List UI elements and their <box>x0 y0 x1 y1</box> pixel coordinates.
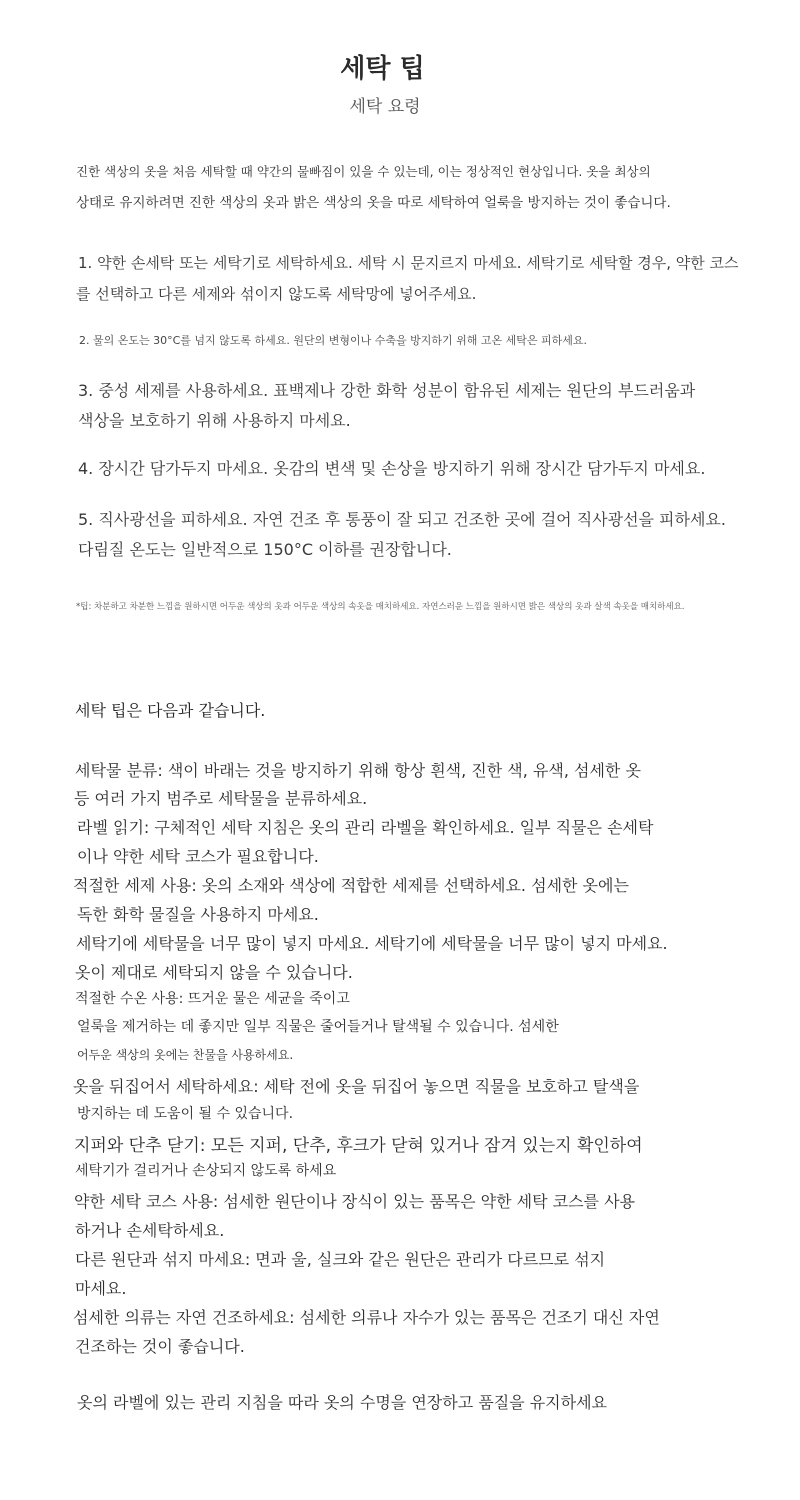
tip-line: 어두운 색상의 옷에는 찬물을 사용하세요. <box>77 1048 294 1062</box>
tip-line: 세탁물 분류: 색이 바래는 것을 방지하기 위해 항상 흰색, 진한 색, 유색, 섬세한 옷 <box>75 761 641 780</box>
tip-line: 하거나 손세탁하세요. <box>75 1221 225 1240</box>
page-subtitle: 세탁 요령 <box>349 97 421 117</box>
tip-line: 마세요. <box>75 1279 127 1298</box>
rule-3-line-1: 3. 중성 세제를 사용하세요. 표백제나 강한 화학 성분이 함유된 세제는 원단의 부드러움과 <box>78 381 696 400</box>
rule-1-line-2: 를 선택하고 다른 세제와 섞이지 않도록 세탁망에 넣어주세요. <box>76 285 477 303</box>
rule-5-line-1: 5. 직사광선을 피하세요. 자연 건조 후 통풍이 잘 되고 건조한 곳에 걸어 직사광선을 피하세요. <box>78 510 726 529</box>
tip-line: 지퍼와 단추 닫기: 모든 지퍼, 단추, 후크가 닫혀 있거나 잠겨 있는지 확인하여 <box>74 1136 643 1156</box>
tip-line: 적절한 수온 사용: 뜨거운 물은 세균을 죽이고 <box>75 991 350 1007</box>
tip-line: 세탁기가 걸리거나 손상되지 않도록 하세요 <box>75 1163 337 1179</box>
tips-heading: 세탁 팁은 다음과 같습니다. <box>75 701 266 720</box>
page-title: 세탁 팁 <box>340 54 425 84</box>
tip-line: 적절한 세제 사용: 옷의 소재와 색상에 적합한 세제를 선택하세요. 섬세한 옷에는 <box>73 876 629 895</box>
rule-5-line-2: 다림질 온도는 일반적으로 150°C 이하를 권장합니다. <box>78 540 452 559</box>
rule-3-line-2: 색상을 보호하기 위해 사용하지 마세요. <box>78 411 351 430</box>
tip-line: 얼룩을 제거하는 데 좋지만 일부 직물은 줄어들거나 탈색될 수 있습니다. 섬세한 <box>77 1019 559 1035</box>
tip-line: 옷을 뒤집어서 세탁하세요: 세탁 전에 옷을 뒤집어 놓으면 직물을 보호하고 탈색을 <box>73 1077 640 1096</box>
tip-line: 옷이 제대로 세탁되지 않을 수 있습니다. <box>75 963 353 982</box>
tip-line: 건조하는 것이 좋습니다. <box>75 1337 245 1356</box>
tip-line: 라벨 읽기: 구체적인 세탁 지침은 옷의 관리 라벨을 확인하세요. 일부 직물은 손세탁 <box>77 818 654 837</box>
rule-4: 4. 장시간 담가두지 마세요. 옷감의 변색 및 손상을 방지하기 위해 장시간 담가두지 마세요. <box>78 459 706 478</box>
rule-1-line-1: 1. 약한 손세탁 또는 세탁기로 세탁하세요. 세탁 시 문지르지 마세요. 세탁기로 세탁할 경우, 약한 코스 <box>78 254 739 272</box>
closing-note: 옷의 라벨에 있는 관리 지침을 따라 옷의 수명을 연장하고 품질을 유지하세요 <box>77 1393 607 1412</box>
rule-2: 2. 물의 온도는 30°C를 넘지 않도록 하세요. 원단의 변형이나 수축을 방지하기 위해 고온 세탁은 피하세요. <box>79 334 588 347</box>
intro-line-2: 상태로 유지하려면 진한 색상의 옷과 밝은 색상의 옷을 따로 세탁하여 얼룩을 방지하는 것이 좋습니다. <box>76 195 671 211</box>
tip-line: 세탁기에 세탁물을 너무 많이 넣지 마세요. 세탁기에 세탁물을 너무 많이 넣지 마세요. <box>76 934 668 953</box>
tip-line: 다른 원단과 섞지 마세요: 면과 울, 실크와 같은 원단은 관리가 다르므로 섞지 <box>75 1250 606 1269</box>
tip-line: 이나 약한 세탁 코스가 필요합니다. <box>77 847 319 866</box>
tip-line: 방지하는 데 도움이 될 수 있습니다. <box>77 1106 294 1122</box>
tip-line: 독한 화학 물질을 사용하지 마세요. <box>77 905 319 924</box>
tip-line: 섬세한 의류는 자연 건조하세요: 섬세한 의류나 자수가 있는 품목은 건조기 대신 자연 <box>73 1308 660 1327</box>
intro-line-1: 진한 색상의 옷을 처음 세탁할 때 약간의 물빠짐이 있을 수 있는데, 이는 정상적인 현상입니다. 옷을 최상의 <box>76 164 651 179</box>
tip-line: 약한 세탁 코스 사용: 섬세한 원단이나 장식이 있는 품목은 약한 세탁 코스를 사용 <box>74 1192 636 1211</box>
footnote: *팁: 차분하고 차분한 느낌을 원하시면 어두운 색상의 옷과 어두운 색상의 속옷을 매치하세요. 자연스러운 느낌을 원하시면 밝은 색상의 옷과 살색 속옷을 매치하세요. <box>76 602 685 612</box>
tip-line: 등 여러 가지 범주로 세탁물을 분류하세요. <box>74 789 368 808</box>
